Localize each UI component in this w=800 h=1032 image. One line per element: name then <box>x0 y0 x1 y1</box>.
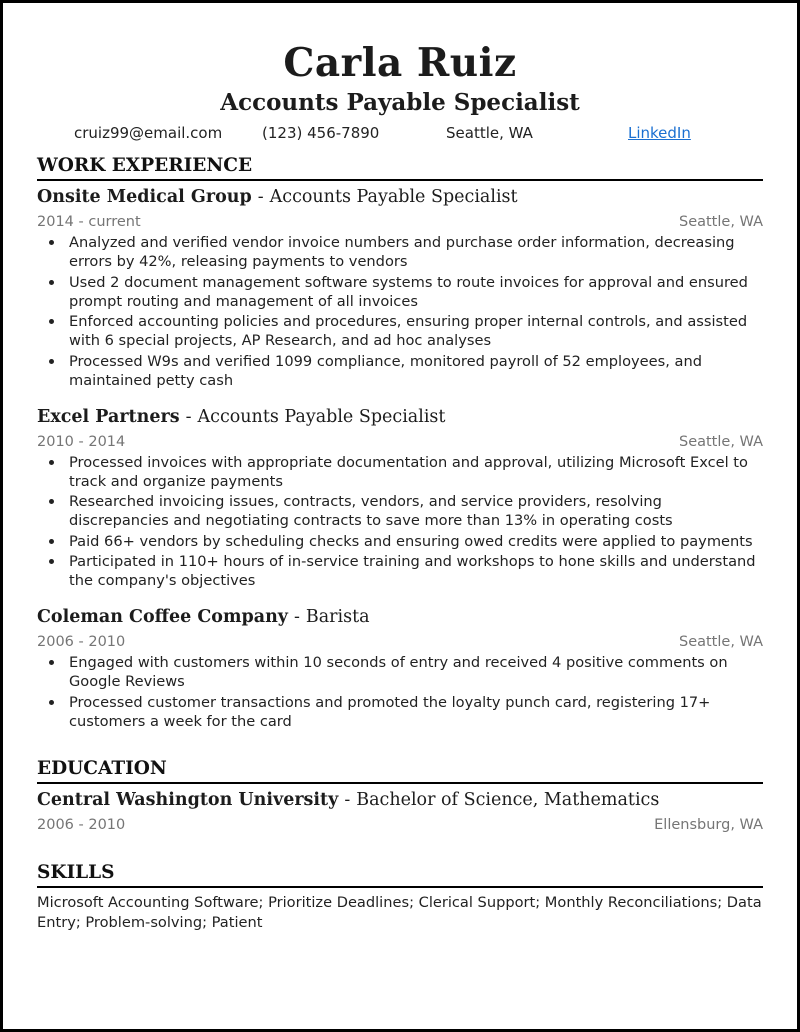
job-company: Coleman Coffee Company <box>37 607 288 627</box>
job-location: Seattle, WA <box>678 433 763 450</box>
contact-row <box>37 124 763 146</box>
job-company: Excel Partners <box>37 406 180 427</box>
job-entry <box>37 405 763 591</box>
section-title-education: EDUCATION <box>37 757 763 784</box>
job-dates: 2006 - 2010 <box>37 634 126 650</box>
education-separator: - <box>344 789 351 810</box>
section-title-skills: SKILLS <box>37 861 763 888</box>
job-bullets <box>37 653 763 731</box>
list-item: Enforced accounting policies and procedures, ensuring proper internal controls, and assisted with 6 special projects, AP Research, and ad hoc analyses <box>37 312 763 350</box>
job-company: Onsite Medical Group <box>37 187 252 207</box>
list-item: Used 2 document management software systems to route invoices for approval and ensured prompt routing and management of all invoices <box>37 273 763 311</box>
job-dates: 2014 - current <box>37 214 141 230</box>
contact-location: Seattle, WA <box>446 124 533 142</box>
section-title-work: WORK EXPERIENCE <box>37 154 763 181</box>
education-location: Ellensburg, WA <box>654 816 763 833</box>
job-location: Seattle, WA <box>678 214 763 230</box>
job-separator: - <box>293 607 300 627</box>
list-item: Analyzed and verified vendor invoice numbers and purchase order information, decreasing errors by 42%, releasing payments to vendors <box>37 233 763 271</box>
job-role: Barista <box>305 607 370 627</box>
job-dates: 2010 - 2014 <box>37 433 126 450</box>
job-meta <box>37 632 763 652</box>
candidate-title: Accounts Payable Specialist <box>220 89 580 116</box>
education-header <box>37 788 763 812</box>
contact-phone: (123) 456-7890 <box>262 124 380 142</box>
skills-list: Microsoft Accounting Software; Prioritize Deadlines; Clerical Support; Monthly Reconciliations; Data Entry; Problem-solving; Patient <box>37 893 762 931</box>
list-item: Processed customer transactions and promoted the loyalty punch card, registering 17+ customers a week for the card <box>37 693 763 731</box>
education-entry <box>37 788 763 835</box>
list-item: Engaged with customers within 10 seconds of entry and received 4 positive comments on Google Reviews <box>37 653 763 691</box>
job-separator: - <box>257 187 264 207</box>
linkedin-link[interactable]: LinkedIn <box>628 124 691 142</box>
education-meta <box>37 815 763 835</box>
education-dates: 2006 - 2010 <box>37 816 126 833</box>
job-role: Accounts Payable Specialist <box>269 187 518 207</box>
education-degree: Bachelor of Science, Mathematics <box>356 789 660 810</box>
resume-content <box>37 39 763 933</box>
list-item: Processed invoices with appropriate documentation and approval, utilizing Microsoft Excel to track and organize payments <box>37 453 763 491</box>
job-header <box>37 405 763 429</box>
job-bullets <box>37 233 763 390</box>
job-meta <box>37 212 763 232</box>
list-item: Researched invoicing issues, contracts, vendors, and service providers, resolving discrepancies and negotiating contracts to save more than 13% in operating costs <box>37 492 763 530</box>
contact-email: cruiz99@email.com <box>74 124 223 142</box>
job-bullets <box>37 453 763 591</box>
candidate-name: Carla Ruiz <box>283 40 517 86</box>
job-role: Accounts Payable Specialist <box>197 406 446 427</box>
list-item: Processed W9s and verified 1099 compliance, monitored payroll of 52 employees, and maintained petty cash <box>37 352 763 390</box>
education-school: Central Washington University <box>37 789 339 810</box>
job-header <box>37 605 763 629</box>
job-header <box>37 185 763 209</box>
job-separator: - <box>185 406 192 427</box>
list-item: Participated in 110+ hours of in-service training and workshops to hone skills and understand the company's objectives <box>37 552 763 590</box>
job-location: Seattle, WA <box>678 634 763 650</box>
job-meta <box>37 432 763 452</box>
job-entry <box>37 605 763 731</box>
list-item: Paid 66+ vendors by scheduling checks and ensuring owed credits were applied to payments <box>37 532 763 551</box>
job-entry <box>37 185 763 390</box>
